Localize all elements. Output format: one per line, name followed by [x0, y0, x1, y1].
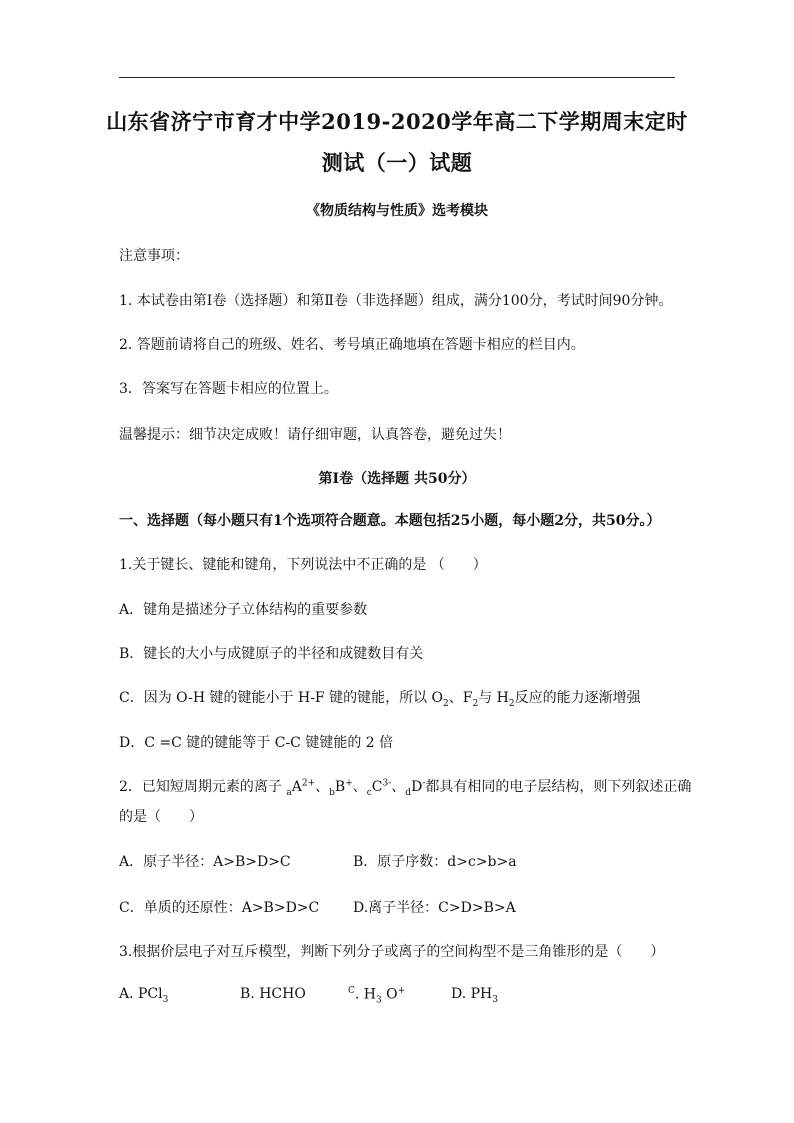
question-1-stem: 1.关于键长、键能和键角，下列说法中不正确的是 （ ） [119, 557, 487, 573]
question-1-option-a: A．键角是描述分子立体结构的重要参数 [119, 602, 368, 618]
q1c-sub-2: 2 [472, 698, 479, 709]
question-1-option-d: D．C =C 键的键能等于 C-C 键键能的 2 倍 [119, 735, 394, 751]
q3c-text: . H [354, 986, 376, 1003]
ion-c-index: c [366, 787, 372, 798]
ion-b-charge: + [345, 778, 353, 789]
ion-b: B [334, 779, 346, 795]
question-2-stem [119, 776, 691, 798]
notice-heading: 注意事项： [119, 248, 189, 264]
ion-d-charge: - [422, 778, 426, 789]
notice-item-2: 2. 答题前请将自己的班级、姓名、考号填正确地填在答题卡相应的栏目内。 [119, 337, 585, 353]
ion-sep-3: 、 [391, 779, 406, 795]
ion-c: C [371, 779, 383, 795]
q3c-sub: 3 [376, 995, 382, 1006]
ion-a: A [291, 779, 302, 795]
document-title-line1: 山东省济宁市育才中学2019-2020学年高二下学期周末定时 [106, 109, 688, 134]
ion-a-index: a [286, 787, 292, 798]
part-title: 一、选择题（每小题只有1个选项符合题意。本题包括25小题，每小题2分，共50分。） [119, 513, 661, 529]
q2-stem-post: 都具有相同的电子层结构，则下列叙述正确 [425, 779, 692, 795]
document-subtitle: 《物质结构与性质》选考模块 [306, 203, 488, 219]
ion-d-index: d [405, 787, 412, 798]
question-3-option-d [451, 986, 498, 1005]
ion-a-charge: 2+ [301, 778, 316, 789]
q3c-label: C [348, 986, 355, 996]
document-title-line2: 测试（一）试题 [321, 150, 473, 175]
q3d-sub: 3 [492, 994, 498, 1005]
tip-text: 温馨提示：细节决定成败！请仔细审题，认真答卷，避免过失！ [119, 427, 511, 443]
ion-sep-2: 、 [352, 779, 367, 795]
notice-item-1: 1. 本试卷由第Ⅰ卷（选择题）和第Ⅱ卷（非选择题）组成，满分100分，考试时间90分钟。 [119, 293, 673, 309]
ion-sep-1: 、 [315, 779, 330, 795]
question-2-option-d: D.离子半径：C>D>B>A [353, 900, 516, 916]
q1c-sub-3: 2 [508, 698, 515, 709]
question-2-stem-line2: 的是（ ） [119, 809, 203, 825]
question-1-option-c [119, 687, 641, 709]
q1c-text-4: 反应的能力逐渐增强 [514, 690, 641, 706]
q3a-sub: 3 [162, 994, 169, 1005]
question-2-option-a: A．原子半径：A>B>D>C [119, 854, 291, 870]
q1c-text-2: 、F [448, 690, 473, 706]
q2-stem-pre: 2．已知短周期元素的离子 [119, 779, 287, 795]
question-2-option-b: B．原子序数：d>c>b>a [353, 854, 517, 870]
ion-d: D [411, 779, 423, 795]
question-3-stem: 3.根据价层电子对互斥模型，判断下列分子或离子的空间构型不是三角锥形的是（ ） [119, 944, 665, 960]
q1c-text-3: 与 H [478, 690, 509, 706]
ion-c-charge: 3- [382, 778, 392, 789]
q3a-text: A. PCl [119, 986, 163, 1002]
q3d-text: D. PH [451, 986, 493, 1002]
notice-item-3: 3．答案写在答题卡相应的位置上。 [119, 381, 338, 397]
q3c-sup: + [397, 986, 406, 996]
question-1-option-b: B．键长的大小与成键原子的半径和成键数目有关 [119, 646, 424, 662]
question-3-option-b: B. HCHO [240, 986, 306, 1002]
ion-b-index: b [329, 787, 335, 798]
q3c-text-2: O [381, 986, 398, 1003]
question-3-option-c [348, 986, 405, 1005]
question-2-option-c: C．单质的还原性：A>B>D>C [119, 900, 320, 916]
section-title: 第Ⅰ卷（选择题 共50分） [318, 471, 476, 487]
q1c-sub-1: 2 [443, 698, 449, 709]
q1c-text-1: C．因为 O-H 键的键能小于 H-F 键的键能，所以 O [119, 690, 444, 706]
question-3-option-a [119, 986, 168, 1005]
header-rule [119, 77, 675, 78]
